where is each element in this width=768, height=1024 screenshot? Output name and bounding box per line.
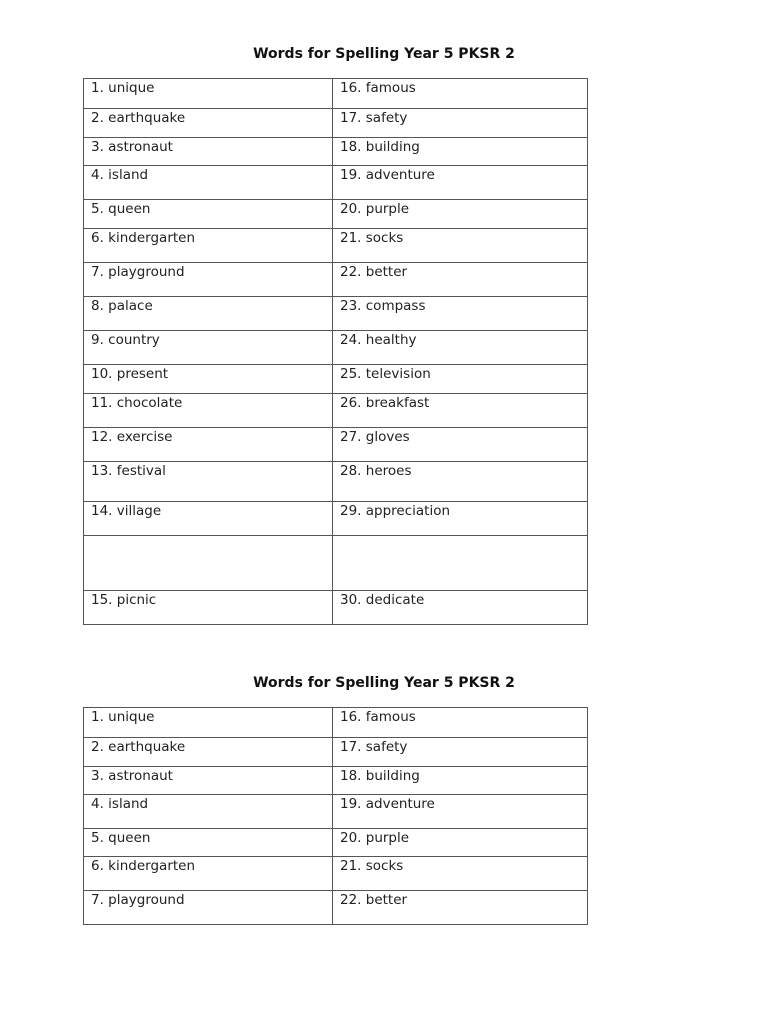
- word-cell-right: [333, 795, 588, 829]
- word-text: 14. village: [91, 503, 162, 519]
- word-text: 27. gloves: [340, 429, 410, 445]
- table-row: [84, 591, 588, 625]
- word-cell-left: [84, 138, 333, 166]
- word-text: 22. better: [340, 892, 408, 908]
- word-text: 18. building: [340, 139, 420, 155]
- word-text: 17. safety: [340, 110, 408, 126]
- word-cell-right: [333, 229, 588, 263]
- word-text: 8. palace: [91, 298, 153, 314]
- word-text: 11. chocolate: [91, 395, 183, 411]
- word-cell-left: [84, 767, 333, 795]
- word-cell-right: [333, 365, 588, 394]
- word-table: [83, 78, 588, 625]
- word-text: 3. astronaut: [91, 768, 173, 784]
- word-text: 3. astronaut: [91, 139, 173, 155]
- table-row: [84, 263, 588, 297]
- word-cell-left: [84, 428, 333, 462]
- word-text: 4. island: [91, 796, 149, 812]
- word-cell-right: [333, 462, 588, 502]
- word-text: 19. adventure: [340, 167, 435, 183]
- table-row: [84, 79, 588, 109]
- word-table-body: [84, 708, 588, 925]
- word-cell-left: [84, 331, 333, 365]
- word-text: 2. earthquake: [91, 739, 186, 755]
- word-cell-right: [333, 138, 588, 166]
- word-cell-right: [333, 428, 588, 462]
- table-row: [84, 166, 588, 200]
- table-row: [84, 891, 588, 925]
- table-row: [84, 229, 588, 263]
- word-cell-right: [333, 767, 588, 795]
- table-row: [84, 708, 588, 738]
- table-row: [84, 536, 588, 591]
- word-cell-left: [84, 200, 333, 229]
- word-cell-left: [84, 229, 333, 263]
- word-cell-left: [84, 829, 333, 857]
- word-text: 6. kindergarten: [91, 230, 196, 246]
- word-text: 6. kindergarten: [91, 858, 196, 874]
- table-row: [84, 795, 588, 829]
- word-cell-left: [84, 394, 333, 428]
- word-text: 25. television: [340, 366, 431, 382]
- table-row: [84, 138, 588, 166]
- table-row: [84, 331, 588, 365]
- word-text: 20. purple: [340, 201, 410, 217]
- word-cell-right: [333, 331, 588, 365]
- word-text: 2. earthquake: [91, 110, 186, 126]
- word-text: 7. playground: [91, 264, 185, 280]
- word-text: 16. famous: [340, 80, 416, 96]
- word-text: 28. heroes: [340, 463, 412, 479]
- word-cell-left: [84, 502, 333, 536]
- table-row: [84, 200, 588, 229]
- word-text: [340, 536, 587, 537]
- table-row: [84, 738, 588, 767]
- table-row: [84, 365, 588, 394]
- word-text: 1. unique: [91, 709, 155, 725]
- word-text: 30. dedicate: [340, 592, 425, 608]
- word-text: 20. purple: [340, 830, 410, 846]
- word-text: 5. queen: [91, 201, 151, 217]
- word-cell-left: [84, 365, 333, 394]
- word-text: 21. socks: [340, 858, 404, 874]
- word-cell-left: [84, 536, 333, 591]
- word-text: 19. adventure: [340, 796, 435, 812]
- word-cell-right: [333, 891, 588, 925]
- page-title-repeat: Words for Spelling Year 5 PKSR 2: [253, 675, 515, 691]
- word-cell-left: [84, 708, 333, 738]
- word-text: 10. present: [91, 366, 169, 382]
- word-text: 29. appreciation: [340, 503, 451, 519]
- word-text: 26. breakfast: [340, 395, 430, 411]
- word-text: 23. compass: [340, 298, 426, 314]
- table-row: [84, 502, 588, 536]
- word-text: 17. safety: [340, 739, 408, 755]
- word-text: 4. island: [91, 167, 149, 183]
- word-cell-right: [333, 708, 588, 738]
- word-cell-right: [333, 166, 588, 200]
- word-cell-right: [333, 591, 588, 625]
- word-text: 12. exercise: [91, 429, 173, 445]
- table-row: [84, 857, 588, 891]
- word-text: 13. festival: [91, 463, 166, 479]
- word-cell-left: [84, 462, 333, 502]
- table-row: [84, 394, 588, 428]
- table-row: [84, 767, 588, 795]
- word-text: [91, 536, 332, 537]
- word-cell-right: [333, 394, 588, 428]
- word-cell-right: [333, 829, 588, 857]
- word-cell-left: [84, 795, 333, 829]
- word-cell-left: [84, 857, 333, 891]
- word-text: 21. socks: [340, 230, 404, 246]
- word-cell-left: [84, 79, 333, 109]
- word-cell-left: [84, 263, 333, 297]
- word-text: 9. country: [91, 332, 160, 348]
- table-row: [84, 829, 588, 857]
- word-cell-right: [333, 297, 588, 331]
- table-row: [84, 428, 588, 462]
- word-cell-left: [84, 109, 333, 138]
- word-table-repeat: [83, 707, 588, 925]
- word-cell-right: [333, 857, 588, 891]
- word-cell-right: [333, 536, 588, 591]
- word-cell-left: [84, 166, 333, 200]
- word-text: 22. better: [340, 264, 408, 280]
- word-cell-right: [333, 200, 588, 229]
- word-cell-right: [333, 79, 588, 109]
- word-cell-right: [333, 263, 588, 297]
- table-row: [84, 297, 588, 331]
- word-text: 24. healthy: [340, 332, 417, 348]
- word-cell-left: [84, 297, 333, 331]
- word-cell-left: [84, 591, 333, 625]
- word-table-body: [84, 79, 588, 625]
- word-cell-right: [333, 109, 588, 138]
- word-cell-right: [333, 502, 588, 536]
- word-text: 7. playground: [91, 892, 185, 908]
- word-text: 5. queen: [91, 830, 151, 846]
- word-text: 15. picnic: [91, 592, 157, 608]
- word-cell-right: [333, 738, 588, 767]
- word-text: 1. unique: [91, 80, 155, 96]
- table-row: [84, 462, 588, 502]
- word-cell-left: [84, 891, 333, 925]
- word-text: 16. famous: [340, 709, 416, 725]
- word-text: 18. building: [340, 768, 420, 784]
- word-cell-left: [84, 738, 333, 767]
- table-row: [84, 109, 588, 138]
- page-title: Words for Spelling Year 5 PKSR 2: [253, 46, 515, 62]
